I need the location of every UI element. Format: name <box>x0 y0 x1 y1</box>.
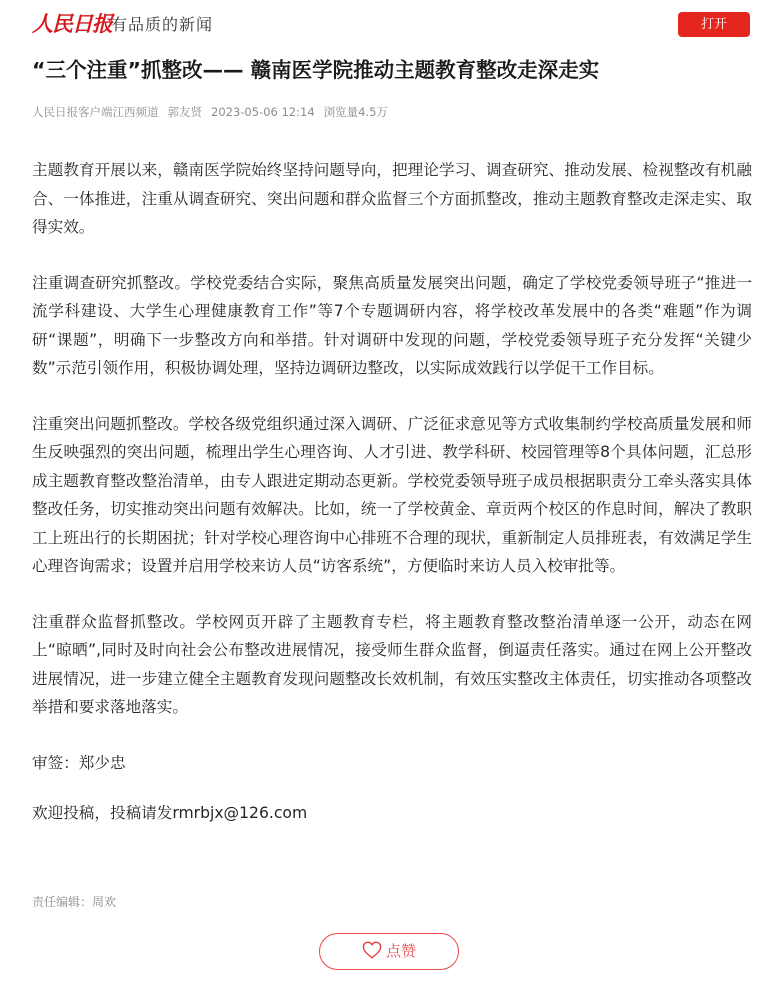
like-label: 点赞 <box>385 942 416 960</box>
paragraph: 主题教育开展以来，赣南医学院始终坚持问题导向，把理论学习、调查研究、推动发展、检视整改有机融合、一体推进，注重从调查研究、突出问题和群众监督三个方面抓整改，推动主题教育整改走深走实、取得实效。 <box>32 161 752 236</box>
top-bar <box>0 0 775 48</box>
paragraph: 注重群众监督抓整改。学校网页开辟了主题教育专栏，将主题教育整改整治清单逐一公开，动态在网上“晾晒”,同时及时向社会公布整改进展情况，接受师生群众监督，倒逼责任落实。通过在网上公开整改进展情况，进一步建立健全主题教育发现问题整改长效机制，有效压实整改主体责任，切实推动各项整改举措和要求落地落实。 <box>32 612 752 716</box>
paragraph: 注重突出问题抓整改。学校各级党组织通过深入调研、广泛征求意见等方式收集制约学校高质量发展和师生反映强烈的突出问题，梳理出学生心理咨询、人才引进、教学科研、校园管理等8个具体问题，汇总形成主题教育整改整治清单，由专人跟进定期动态更新。学校党委领导班子成员根据职责分工牵头落实具体整改任务，切实推动突出问题有效解决。比如，统一了学校黄金、章贡两个校区的作息时间，解决了教职工上班出行的长期困扰；针对学校心理咨询中心排班不合理的现状，重新制定人员排班表，有效满足学生心理咨询需求；设置并启用学校来访人员“访客系统”，方便临时来访人员入校审批等。 <box>32 414 752 575</box>
responsible-editor: 责任编辑：周欢 <box>32 895 117 909</box>
article-meta <box>32 103 397 121</box>
people-daily-logo: 人民日报 <box>32 11 112 36</box>
meta-author: 郭友贤 <box>167 105 202 119</box>
paragraph: 注重调查研究抓整改。学校党委结合实际，聚焦高质量发展突出问题，确定了学校党委领导班子“推进一流学科建设、大学生心理健康教育工作”等7个专题调研内容，将学校改革发展中的各类“难题”作为调研“课题”，明确下一步整改方向和举措。针对调研中发现的问题，学校党委领导班子充分发挥“关键少数”示范引领作用，积极协调处理，坚持边调研边整改，以实际成效践行以学促干工作目标。 <box>32 273 752 377</box>
reviewer-line: 审签：郑少忠 <box>32 753 126 772</box>
article-title: “三个注重”抓整改—— 赣南医学院推动主题教育整改走深走实 <box>32 58 600 82</box>
article-body <box>32 156 752 850</box>
meta-views: 浏览量4.5万 <box>323 105 388 119</box>
open-app-button[interactable]: 打开 <box>678 12 750 37</box>
like-button[interactable] <box>319 933 459 970</box>
meta-datetime: 2023-05-06 12:14 <box>211 105 315 119</box>
slogan-text: 有品质的新闻 <box>111 15 214 34</box>
meta-source: 人民日报客户端江西频道 <box>32 105 159 119</box>
heart-icon <box>362 941 382 959</box>
submission-line: 欢迎投稿，投稿请发rmrbjx@126.com <box>32 804 308 822</box>
